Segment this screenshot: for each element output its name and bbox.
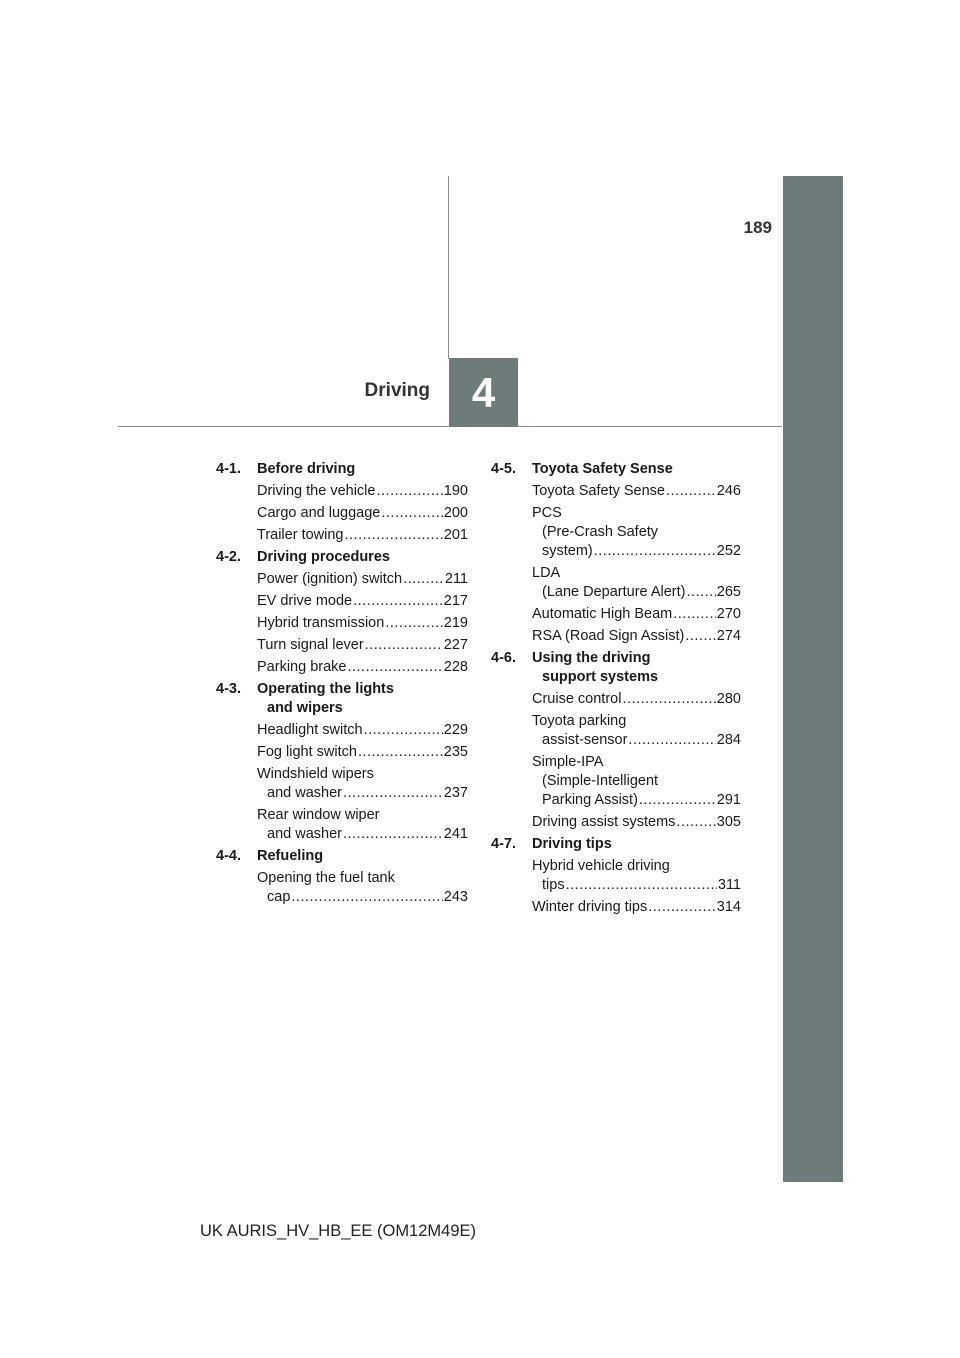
- entry-page-number: 217: [443, 593, 468, 609]
- document-footer: UK AURIS_HV_HB_EE (OM12M49E): [200, 1222, 477, 1240]
- section-title-line: and wipers: [267, 700, 343, 716]
- entry-label: Hybrid vehicle driving: [532, 858, 670, 874]
- toc-entry[interactable]: [257, 721, 468, 740]
- toc-entry-last-line: [532, 542, 741, 561]
- toc-entry-last-line: [532, 690, 741, 709]
- section-heading[interactable]: [491, 649, 741, 687]
- toc-section: [491, 460, 741, 646]
- dot-leader: [686, 583, 715, 602]
- entry-page-number: 241: [443, 826, 468, 842]
- section-title: [257, 847, 468, 866]
- entry-label: Toyota parking: [532, 713, 627, 729]
- toc-entry[interactable]: [532, 712, 741, 750]
- toc-entry[interactable]: [532, 482, 741, 501]
- section-title-line: Using the driving: [532, 650, 651, 666]
- entry-page-number: 270: [716, 606, 741, 622]
- entry-label: Trailer towing: [257, 527, 344, 543]
- entry-page-number: 280: [716, 691, 741, 707]
- dot-leader: [403, 570, 444, 589]
- entry-label: tips: [542, 877, 565, 893]
- dot-leader: [385, 614, 442, 633]
- toc-entry[interactable]: [532, 753, 741, 810]
- entry-page-number: 190: [443, 483, 468, 499]
- section-heading[interactable]: [491, 835, 741, 854]
- toc-entry[interactable]: [257, 570, 468, 589]
- section-heading[interactable]: [216, 460, 468, 479]
- entry-label: Opening the fuel tank: [257, 870, 395, 886]
- section-number: 4-1.: [216, 461, 241, 477]
- toc-entry-last-line: [257, 614, 468, 633]
- dot-leader: [353, 592, 443, 611]
- page-number: 189: [743, 218, 772, 237]
- toc-section: [491, 835, 741, 917]
- entry-label: (Lane Departure Alert): [542, 584, 686, 600]
- entry-page-number: 246: [716, 483, 741, 499]
- entry-page-number: 228: [443, 659, 468, 675]
- toc-entry[interactable]: [532, 564, 741, 602]
- toc-column-left: [216, 460, 468, 910]
- dot-leader: [628, 731, 715, 750]
- entry-label: Cruise control: [532, 691, 622, 707]
- dot-leader: [622, 690, 715, 709]
- dot-leader: [365, 636, 443, 655]
- entry-page-number: 291: [716, 792, 741, 808]
- toc-entry[interactable]: [532, 857, 741, 895]
- toc-section: [491, 649, 741, 832]
- entry-label: Turn signal lever: [257, 637, 364, 653]
- section-title: [532, 835, 741, 854]
- chapter-number: 4: [471, 368, 496, 416]
- section-number: 4-2.: [216, 549, 241, 565]
- header-vertical-rule: [448, 176, 449, 359]
- entry-page-number: 235: [443, 744, 468, 760]
- section-title-line: Operating the lights: [257, 681, 394, 697]
- section-title: [532, 649, 741, 687]
- toc-column-right: [491, 460, 741, 920]
- entry-label: Cargo and luggage: [257, 505, 381, 521]
- toc-entry[interactable]: [257, 504, 468, 523]
- entry-page-number: 305: [716, 814, 741, 830]
- toc-entry-last-line: [532, 731, 741, 750]
- entry-page-number: 237: [443, 785, 468, 801]
- section-title: [257, 680, 468, 718]
- entry-label: EV drive mode: [257, 593, 353, 609]
- entry-label: Power (ignition) switch: [257, 571, 403, 587]
- toc-entry-last-line: [532, 583, 741, 602]
- entry-label: Driving assist systems: [532, 814, 676, 830]
- entry-page-number: 211: [444, 571, 468, 587]
- entry-label: (Simple-Intelligent: [542, 773, 659, 789]
- toc-entry-last-line: [257, 888, 468, 907]
- entry-label: RSA (Road Sign Assist): [532, 628, 685, 644]
- entry-label: Headlight switch: [257, 722, 363, 738]
- toc-entry-last-line: [257, 784, 468, 803]
- entry-label: and washer: [267, 785, 342, 801]
- section-title-line: Toyota Safety Sense: [532, 461, 673, 477]
- toc-entry-last-line: [532, 876, 741, 895]
- entry-label: PCS: [532, 505, 562, 521]
- section-number: 4-5.: [491, 461, 516, 477]
- toc-entry-last-line: [532, 482, 741, 501]
- toc-entry[interactable]: [257, 614, 468, 633]
- entry-label: Automatic High Beam: [532, 606, 673, 622]
- entry-label: Parking Assist): [542, 792, 638, 808]
- toc-entry-last-line: [532, 627, 741, 646]
- dot-leader: [648, 898, 716, 917]
- section-number: 4-7.: [491, 836, 516, 852]
- dot-leader: [639, 791, 716, 810]
- toc-entry[interactable]: [257, 592, 468, 611]
- toc-entry-last-line: [257, 636, 468, 655]
- toc-entry-last-line: [257, 570, 468, 589]
- toc-entry[interactable]: [257, 743, 468, 762]
- entry-label: and washer: [267, 826, 342, 842]
- section-heading[interactable]: [216, 847, 468, 866]
- section-heading[interactable]: [216, 548, 468, 567]
- toc-entry[interactable]: [532, 898, 741, 917]
- section-number: 4-6.: [491, 650, 516, 666]
- toc-entry-last-line: [257, 526, 468, 545]
- toc-section: [216, 847, 468, 907]
- toc-section: [216, 680, 468, 844]
- dot-leader: [376, 482, 442, 501]
- dot-leader: [358, 743, 443, 762]
- entry-page-number: 219: [443, 615, 468, 631]
- toc-entry[interactable]: [532, 813, 741, 832]
- toc-entry-last-line: [257, 825, 468, 844]
- entry-label: Windshield wipers: [257, 766, 374, 782]
- entry-label: LDA: [532, 565, 561, 581]
- dot-leader: [566, 876, 717, 895]
- entry-label: assist-sensor: [542, 732, 628, 748]
- dot-leader: [666, 482, 716, 501]
- toc-entry-last-line: [532, 791, 741, 810]
- entry-label: system): [542, 543, 593, 559]
- toc-entry-last-line: [532, 898, 741, 917]
- entry-page-number: 314: [716, 899, 741, 915]
- entry-label: Toyota Safety Sense: [532, 483, 665, 499]
- toc-section: [216, 548, 468, 677]
- toc-entry[interactable]: [532, 605, 741, 624]
- dot-leader: [685, 627, 715, 646]
- dot-leader: [343, 784, 443, 803]
- toc-entry-last-line: [257, 482, 468, 501]
- dot-leader: [381, 504, 442, 523]
- dot-leader: [673, 605, 716, 624]
- toc-entry[interactable]: [257, 526, 468, 545]
- entry-page-number: 252: [716, 543, 741, 559]
- dot-leader: [364, 721, 443, 740]
- entry-label: Hybrid transmission: [257, 615, 385, 631]
- section-title-line: support systems: [542, 669, 659, 685]
- entry-label: Simple-IPA: [532, 754, 604, 770]
- section-title: [532, 460, 741, 479]
- section-number: 4-3.: [216, 681, 241, 697]
- section-heading[interactable]: [216, 680, 468, 718]
- dot-leader: [594, 542, 716, 561]
- toc-section: [216, 460, 468, 545]
- toc-entry[interactable]: [257, 869, 468, 907]
- section-heading[interactable]: [491, 460, 741, 479]
- dot-leader: [676, 813, 715, 832]
- entry-page-number: 227: [443, 637, 468, 653]
- toc-entry-last-line: [532, 813, 741, 832]
- toc-entry-last-line: [257, 658, 468, 677]
- section-title: [257, 460, 468, 479]
- entry-page-number: 311: [717, 877, 741, 893]
- dot-leader: [343, 825, 443, 844]
- entry-page-number: 284: [716, 732, 741, 748]
- chapter-number-box: [449, 358, 518, 427]
- section-number: 4-4.: [216, 848, 241, 864]
- entry-label: Winter driving tips: [532, 899, 648, 915]
- toc-entry[interactable]: [532, 627, 741, 646]
- entry-label: Rear window wiper: [257, 807, 380, 823]
- section-title-line: Before driving: [257, 461, 356, 477]
- toc-entry-last-line: [257, 743, 468, 762]
- chapter-side-tab: [783, 176, 843, 1182]
- toc-entry-last-line: [257, 721, 468, 740]
- entry-label: cap: [267, 889, 291, 905]
- toc-entry[interactable]: [257, 658, 468, 677]
- entry-label: Parking brake: [257, 659, 347, 675]
- section-title-line: Driving tips: [532, 836, 612, 852]
- dot-leader: [347, 658, 442, 677]
- toc-entry-last-line: [257, 504, 468, 523]
- entry-label: Driving the vehicle: [257, 483, 376, 499]
- toc-entry[interactable]: [257, 482, 468, 501]
- toc-entry[interactable]: [257, 636, 468, 655]
- entry-page-number: 200: [443, 505, 468, 521]
- toc-entry[interactable]: [257, 806, 468, 844]
- dot-leader: [345, 526, 443, 545]
- entry-label: Fog light switch: [257, 744, 357, 760]
- toc-entry[interactable]: [532, 690, 741, 709]
- section-title-line: Refueling: [257, 848, 324, 864]
- toc-entry-last-line: [257, 592, 468, 611]
- entry-page-number: 265: [716, 584, 741, 600]
- entry-page-number: 229: [443, 722, 468, 738]
- chapter-title: Driving: [364, 380, 430, 401]
- entry-page-number: 274: [716, 628, 741, 644]
- entry-page-number: 243: [443, 889, 468, 905]
- section-title-line: Driving procedures: [257, 549, 390, 565]
- entry-page-number: 201: [443, 527, 468, 543]
- entry-label: (Pre-Crash Safety: [542, 524, 659, 540]
- section-title: [257, 548, 468, 567]
- dot-leader: [291, 888, 442, 907]
- toc-entry-last-line: [532, 605, 741, 624]
- toc-entry[interactable]: [257, 765, 468, 803]
- toc-entry[interactable]: [532, 504, 741, 561]
